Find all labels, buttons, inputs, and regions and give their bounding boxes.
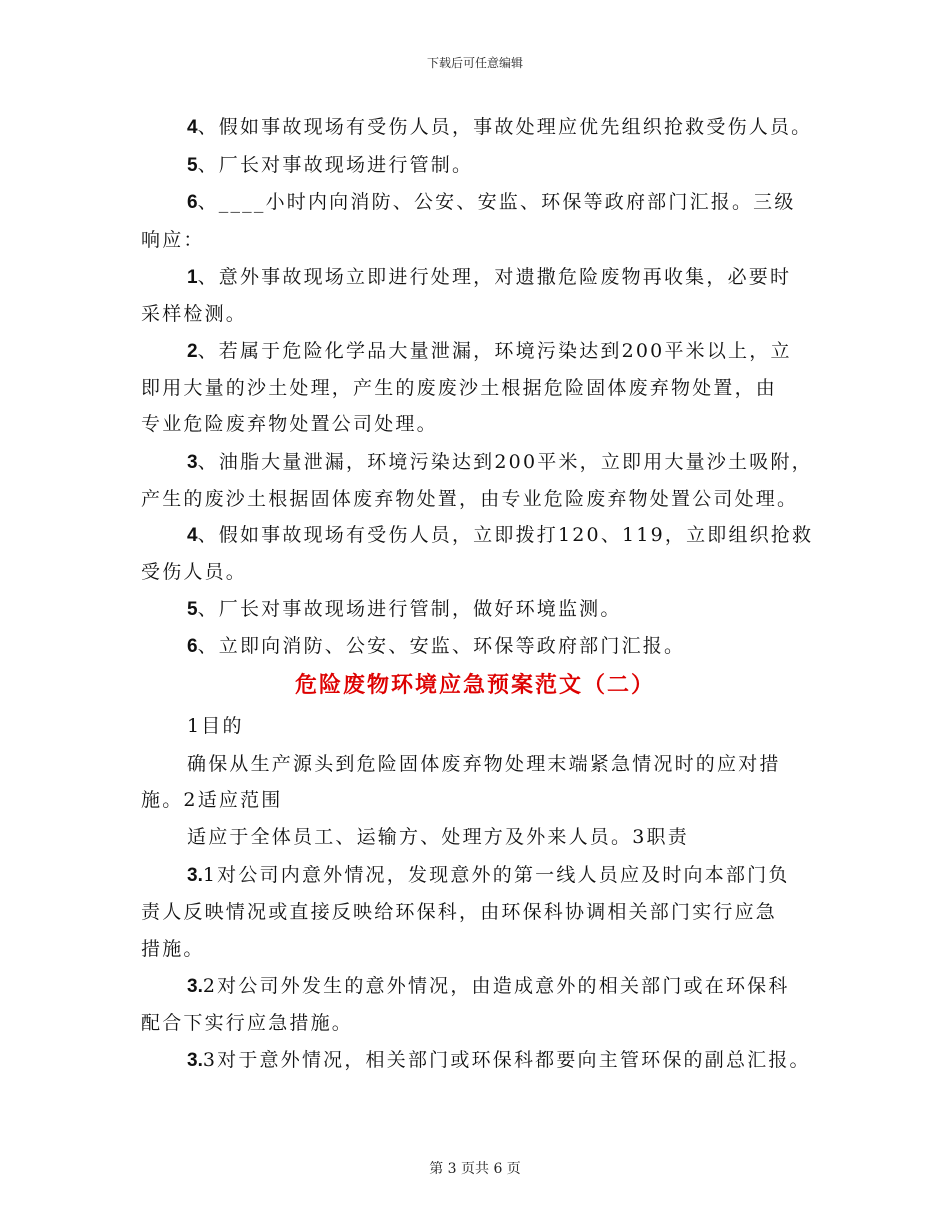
paragraph-line bbox=[187, 266, 791, 289]
paragraph-line bbox=[141, 901, 777, 923]
paragraph-line bbox=[187, 340, 792, 363]
line-text: 、____小时内向消防、公安、安监、环保等政府部门汇报。三级 bbox=[197, 191, 796, 213]
line-text: 、油脂大量泄漏，环境污染达到200平米，立即用大量沙土吸附， bbox=[197, 451, 813, 473]
item-number: 3 bbox=[187, 452, 198, 473]
item-number: 4 bbox=[187, 525, 198, 546]
line-text: 配合下实行应急措施。 bbox=[141, 1012, 354, 1034]
item-number: 5 bbox=[187, 155, 198, 176]
paragraph-line bbox=[187, 826, 689, 848]
line-text: 产生的废沙土根据固体废弃物处置，由专业危险废弃物处置公司处理。 bbox=[141, 488, 799, 510]
page-header: 下载后可任意编辑 bbox=[426, 56, 523, 70]
line-text: 专业危险废弃物处置公司处理。 bbox=[141, 413, 438, 435]
paragraph-line bbox=[187, 451, 813, 474]
paragraph-line bbox=[141, 413, 438, 435]
paragraph-line bbox=[141, 377, 777, 399]
paragraph-line bbox=[187, 524, 813, 547]
line-text: 采样检测。 bbox=[141, 303, 248, 325]
line-text: 、若属于危险化学品大量泄漏，环境污染达到200平米以上，立 bbox=[197, 340, 792, 362]
paragraph-line bbox=[187, 753, 781, 775]
paragraph-line bbox=[141, 789, 283, 811]
line-text: 响应： bbox=[141, 229, 205, 251]
item-number: 4 bbox=[187, 117, 198, 138]
line-text: 、厂长对事故现场进行管制，做好环境监测。 bbox=[197, 598, 622, 620]
line-text: 2对公司外发生的意外情况，由造成意外的相关部门或在环保科 bbox=[202, 975, 790, 997]
paragraph-line bbox=[187, 191, 796, 214]
item-number: 5 bbox=[187, 599, 198, 620]
page-footer: 第 3 页共 6 页 bbox=[429, 1161, 521, 1177]
paragraph-line bbox=[187, 864, 790, 887]
item-number: 6 bbox=[187, 192, 198, 213]
paragraph-line bbox=[187, 975, 790, 998]
paragraph-line bbox=[187, 1049, 811, 1072]
item-number: 1 bbox=[187, 267, 198, 288]
line-text: 措施。 bbox=[141, 938, 205, 960]
paragraph-line bbox=[141, 1012, 353, 1034]
paragraph-line bbox=[187, 715, 244, 737]
paragraph-line bbox=[187, 154, 473, 177]
line-text: 施。2适应范围 bbox=[141, 789, 283, 811]
line-text: 、假如事故现场有受伤人员，立即拨打120、119，立即组织抢救 bbox=[197, 524, 814, 546]
paragraph-line bbox=[187, 116, 812, 139]
paragraph-line bbox=[141, 303, 247, 325]
line-text: 3对于意外情况，相关部门或环保科都要向主管环保的副总汇报。 bbox=[202, 1049, 811, 1071]
paragraph-line bbox=[187, 635, 685, 658]
paragraph-line bbox=[141, 938, 205, 960]
line-text: 、立即向消防、公安、安监、环保等政府部门汇报。 bbox=[197, 635, 686, 657]
line-text: 受伤人员。 bbox=[141, 561, 248, 583]
line-text: 、假如事故现场有受伤人员，事故处理应优先组织抢救受伤人员。 bbox=[197, 116, 813, 138]
item-number: 6 bbox=[187, 636, 198, 657]
line-text: 确保从生产源头到危险固体废弃物处理末端紧急情况时的应对措 bbox=[187, 753, 781, 775]
paragraph-line bbox=[187, 598, 622, 621]
item-number: 2 bbox=[187, 341, 198, 362]
paragraph-line bbox=[141, 229, 205, 251]
line-text: 责人反映情况或直接反映给环保科，由环保科协调相关部门实行应急 bbox=[141, 901, 778, 923]
line-text: 1对公司内意外情况，发现意外的第一线人员应及时向本部门负 bbox=[202, 864, 790, 886]
line-text: 、意外事故现场立即进行处理，对遗撒危险废物再收集，必要时 bbox=[197, 266, 792, 288]
paragraph-line bbox=[141, 561, 247, 583]
line-text: 适应于全体员工、运输方、处理方及外来人员。3职责 bbox=[187, 826, 689, 848]
item-number: 3. bbox=[187, 976, 203, 997]
line-text: 、厂长对事故现场进行管制。 bbox=[197, 154, 474, 176]
line-text: 即用大量的沙土处理，产生的废废沙土根据危险固体废弃物处置，由 bbox=[141, 377, 778, 399]
paragraph-line bbox=[141, 488, 798, 510]
line-text: 1目的 bbox=[187, 715, 244, 737]
item-number: 3. bbox=[187, 1050, 203, 1071]
section-title: 危险废物环境应急预案范文（二） bbox=[294, 673, 655, 698]
item-number: 3. bbox=[187, 865, 203, 886]
